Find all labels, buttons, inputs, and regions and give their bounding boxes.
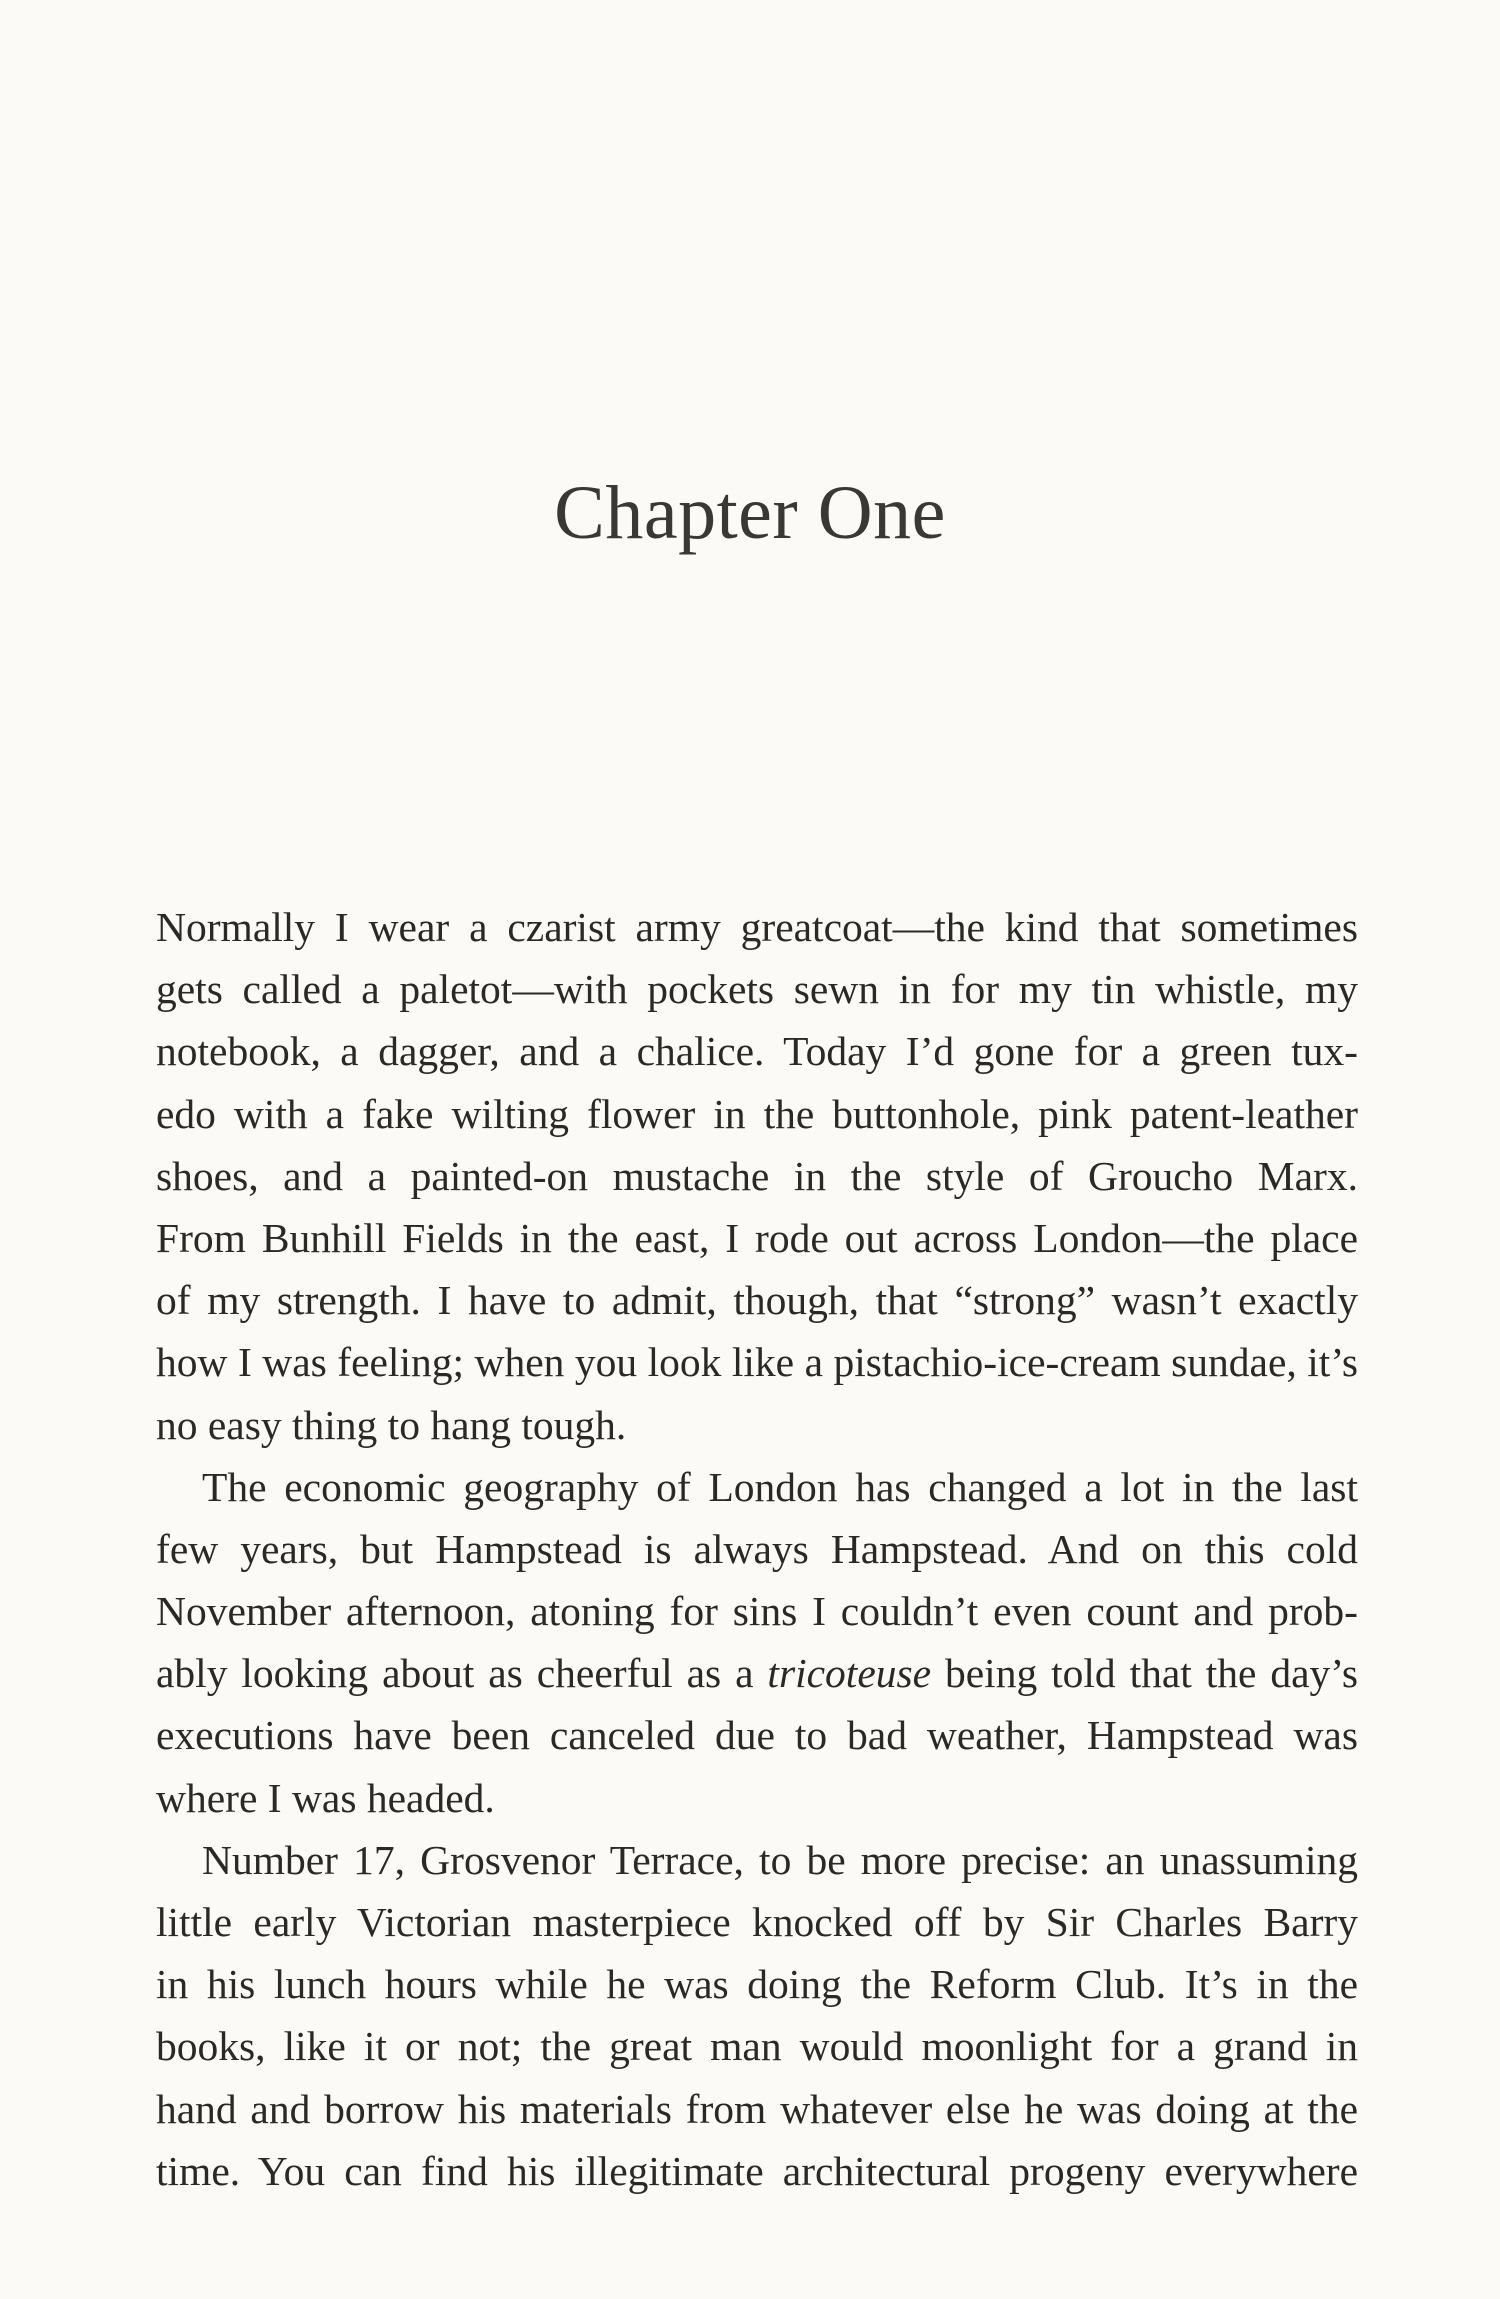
text-line: From Bunhill Fields in the east, I rode out across London—the place	[156, 1214, 1358, 1261]
paragraph	[156, 1456, 1358, 1829]
text-line: little early Victorian masterpiece knocked off by Sir Charles Barry	[156, 1899, 1358, 1945]
text-line: of my strength. I have to admit, though, that “strong” wasn’t exactly	[156, 1277, 1358, 1324]
text-line: books, like it or not; the great man would moonlight for a grand in	[156, 2023, 1358, 2070]
body-text	[156, 896, 1358, 2202]
text-line: shoes, and a painted-on mustache in the style of Groucho Marx.	[156, 1152, 1358, 1199]
text-line: hand and borrow his materials from whatever else he was doing at the	[156, 2085, 1358, 2132]
text-line: November afternoon, atoning for sins I couldn’t even count and prob-	[156, 1588, 1358, 1635]
text-line: Number 17, Grosvenor Terrace, to be more precise: an unassuming	[202, 1836, 1358, 1883]
text-line	[156, 1642, 1358, 1704]
text-line: in his lunch hours while he was doing the Reform Club. It’s in the	[156, 1961, 1358, 2008]
text-line: executions have been canceled due to bad weather, Hampstead was	[156, 1712, 1358, 1759]
text-line: where I was headed.	[156, 1774, 495, 1821]
text-run: being told that the day’s	[931, 1650, 1358, 1697]
paragraph	[156, 1829, 1358, 2202]
text-line: notebook, a dagger, and a chalice. Today I’d gone for a green tux-	[156, 1028, 1358, 1075]
text-line: no easy thing to hang tough.	[156, 1401, 627, 1448]
text-line: The economic geography of London has changed a lot in the last	[202, 1463, 1358, 1510]
chapter-title: Chapter One	[554, 471, 946, 555]
text-line: edo with a fake wilting flower in the buttonhole, pink patent-leather	[156, 1090, 1358, 1137]
text-line: how I was feeling; when you look like a pistachio-ice-cream sundae, it’s	[156, 1339, 1358, 1386]
italic-term: tricoteuse	[767, 1650, 932, 1697]
text-line: gets called a paletot—with pockets sewn in for my tin whistle, my	[156, 966, 1358, 1013]
text-line: few years, but Hampstead is always Hampstead. And on this cold	[156, 1525, 1358, 1572]
text-line: time. You can find his illegitimate architectural progeny everywhere	[156, 2147, 1358, 2194]
text-line: Normally I wear a czarist army greatcoat—the kind that sometimes	[156, 904, 1358, 950]
paragraph	[156, 896, 1358, 1456]
text-run: ably looking about as cheerful as a	[156, 1650, 768, 1697]
